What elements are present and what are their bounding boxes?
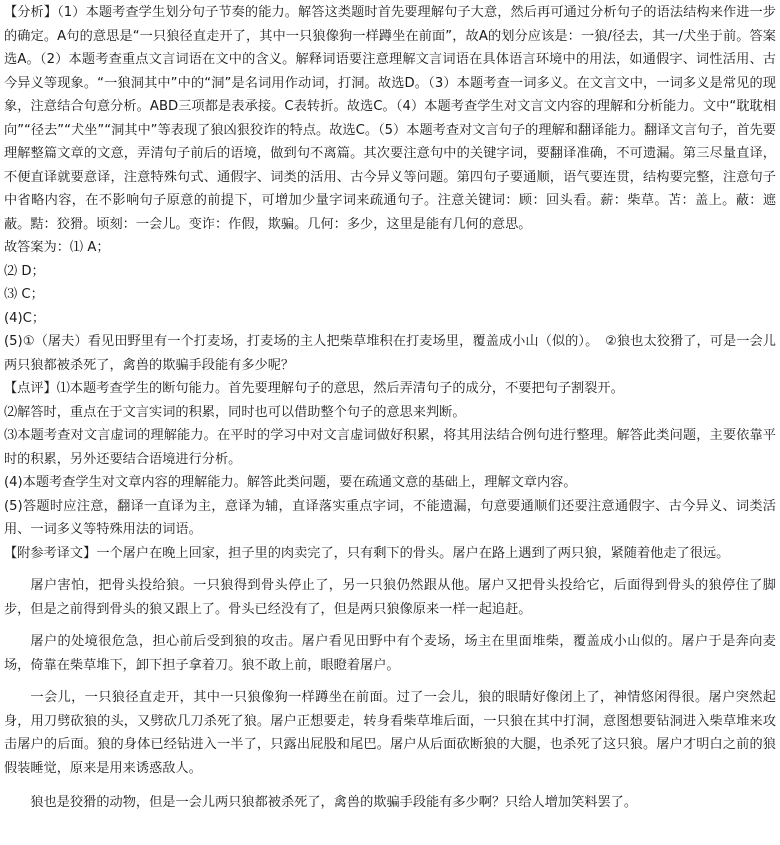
translation-paragraph-1 — [4, 542, 776, 566]
analysis-paragraph — [4, 1, 776, 236]
answer-5: (5)①（屠夫）看见田野里有一个打麦场，打麦场的主人把柴草堆积在打麦场里，覆盖成小山（似的）。 ②狼也太狡猾了，可是一会儿两只狼都被杀死了，禽兽的欺骗手段能有多少呢？ — [4, 334, 776, 373]
answer-2: ⑵ D； — [4, 263, 45, 279]
comment-label: 【点评】 — [4, 381, 57, 396]
translation-label: 【附参考译文】 — [4, 545, 97, 561]
translation-paragraph-2: 屠户害怕，把骨头投给狼。一只狼得到骨头停止了，另一只狼仍然跟从他。屠户又把骨头投给它，后面得到骨头的狼停住了脚步，但是之前得到骨头的狼又跟上了。骨头已经没有了，但是两只狼像原来一样一起追赶。 — [4, 578, 776, 617]
comment-paragraph-1 — [4, 377, 776, 401]
comment-paragraph-5: (5)答题时应注意，翻译一直译为主，意译为辅，直译落实重点字词，不能遗漏，句意要通顺们还要注意通假字、古今异义、词类活用、一词多义等特殊用法的词语。 — [4, 498, 776, 537]
analysis-text: （1）本题考查学生划分句子节奏的能力。解答这类题时首先要理解句子大意，然后再可通过分析句子的语法结构来作进一步的确定。A句的意思是“一只狼径直走开了，其中一只狼像狗一样蹲坐在前面”，故A的划分应该是：一狼/径去，其一/犬坐于前。答案选A。（2）本题考查重点文言词语在文中的含义。解释词语要注意理解文言词语在具体语言环境中的用法，如通假字、词性活用、古今异义等现象。“一狼洞其中”中的“洞”是名词用作动词，打洞。故选D。（3）本题考查一词多义。在文言文中，一词多义是常见的现象，注意结合句意分析。ABD三项都是表承接。C表转折。故选C。（4）本题考查学生对文言文内容的理解和分析能力。文中“耽耽相向”“径去”“犬坐”“洞其中”等表现了狼凶狠狡诈的特点。故选C。（5）本题考查对文言句子的理解和翻译能力。翻译文言句子，首先要理解整篇文章的文意，弄清句子前后的语境，做到句不离篇。其次要注意句中的关键字词，要翻译准确，不可遗漏。第三尽量直译，不便直译就要意译，注意特殊句式、通假字、词类的活用、古今异义等问题。第四句子要通顺，语气要连贯，结构要完整，注意句子中省略内容，在不影响句子原意的前提下，可增加少量字词来疏通句子。注意关键词：顾：回头看。薪：柴草。苫：盖上。蔽：遮蔽。黠：狡猾。顷刻：一会儿。变诈：作假，欺骗。几何：多少，这里是能有几何的意思。 — [4, 5, 776, 232]
comment-text-1: ⑴本题考查学生的断句能力。首先要理解句子的意思，然后弄清句子的成分，不要把句子割裂开。 — [56, 381, 624, 396]
translation-text-1: 一个屠户在晚上回家，担子里的肉卖完了，只有剩下的骨头。屠户在路上遇到了两只狼，紧随着他走了很远。 — [96, 545, 730, 561]
translation-paragraph-3: 屠户的处境很危急，担心前后受到狼的攻击。屠户看见田野中有个麦场，场主在里面堆柴，覆盖成小山似的。屠户于是奔向麦场，倚靠在柴草堆下，卸下担子拿着刀。狼不敢上前，眼瞪着屠户。 — [4, 634, 776, 673]
analysis-label: 【分析】 — [4, 5, 58, 20]
answer-intro: 故答案为：⑴ A； — [4, 240, 110, 255]
comment-paragraph-3: ⑶本题考查对文言虚词的理解能力。在平时的学习中对文言虚词做好积累，将其用法结合例句进行整理。解答此类问题，主要依靠平时的积累，另外还要结合语境进行分析。 — [4, 428, 776, 467]
answer-3: ⑶ C； — [4, 287, 44, 302]
comment-paragraph-2: ⑵解答时，重点在于文言实词的积累，同时也可以借助整个句子的意思来判断。 — [4, 404, 466, 420]
comment-paragraph-4: (4)本题考查学生对文章内容的理解能力。解答此类问题，要在疏通文意的基础上，理解文章内容。 — [4, 475, 577, 490]
answer-4: (4)C； — [4, 310, 46, 326]
translation-paragraph-4: 一会儿，一只狼径直走开，其中一只狼像狗一样蹲坐在前面。过了一会儿，狼的眼睛好像闭上了，神情悠闲得很。屠户突然起身，用刀劈砍狼的头，又劈砍几刀杀死了狼。屠户正想要走，转身看柴草堆后面，一只狼在其中打洞，意图想要钻洞进入柴草堆来攻击屠户的后面。狼的身体已经钻进入一半了，只露出屁股和尾巴。屠户从后面砍断狼的大腿，也杀死了这只狼。屠户才明白之前的狼假装睡觉，原来是用来诱惑敌人。 — [4, 690, 776, 776]
translation-paragraph-5: 狼也是狡猾的动物，但是一会儿两只狼都被杀死了，禽兽的欺骗手段能有多少啊？只给人增加笑料罢了。 — [30, 795, 638, 810]
